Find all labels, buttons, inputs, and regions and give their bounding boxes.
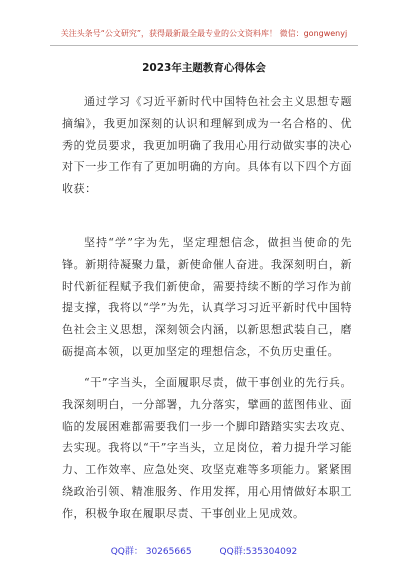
paragraph-intro: 通过学习《习近平新时代中国特色社会主义思想专题摘编》，我更加深刻的认识和理解到成为一名合格的、优秀的党员要求，我更加明确了我用心用行动做实事的决心对下一步工作有了更加明确的方向。具体有以下四个方面收获： <box>62 95 352 196</box>
paragraph-action: “干”字当头，全面履职尽责，做干事创业的先行兵。我深刻明白，一分部署，九分落实，擘画的蓝图伟业、面临的发展困难都需要我们一步一个脚印踏踏实实去攻克、去实现。我将以“干”字当头，立足岗位，着力提升学习能力、工作效率、应急处突、攻坚克难等多项能力。紧紧围绕政治引领、精准服务、作用发挥，用心用情做好本职工作，积极争取在履职尽责、干事创业上见成效。 <box>62 376 352 520</box>
header-divider <box>50 45 358 46</box>
footer-qq-groups <box>0 544 408 557</box>
qq-group-1: QQ群： 30265665 <box>110 547 192 557</box>
header-note: 关注头条号“公文研究”，获得最新最全最专业的公文资料库！ 微信：gongwenyj <box>60 29 348 38</box>
document-title: 2023年主题教育心得体会 <box>142 62 266 74</box>
qq-group-2: QQ群:535304092 <box>219 547 298 557</box>
paragraph-study: 坚持“学”字为先，坚定理想信念，做担当使命的先锋。新期待凝聚力量，新使命催人奋进。我深刻明白，新时代新征程赋予我们新使命，需要持续不断的学习作为前提支撑，我将以“学”为先，认真学习习近平新时代中国特色社会主义思想，深刻领会内涵，以新思想武装自己，磨砺提高本领，以更加坚定的理想信念，不负历史重任。 <box>62 236 352 358</box>
